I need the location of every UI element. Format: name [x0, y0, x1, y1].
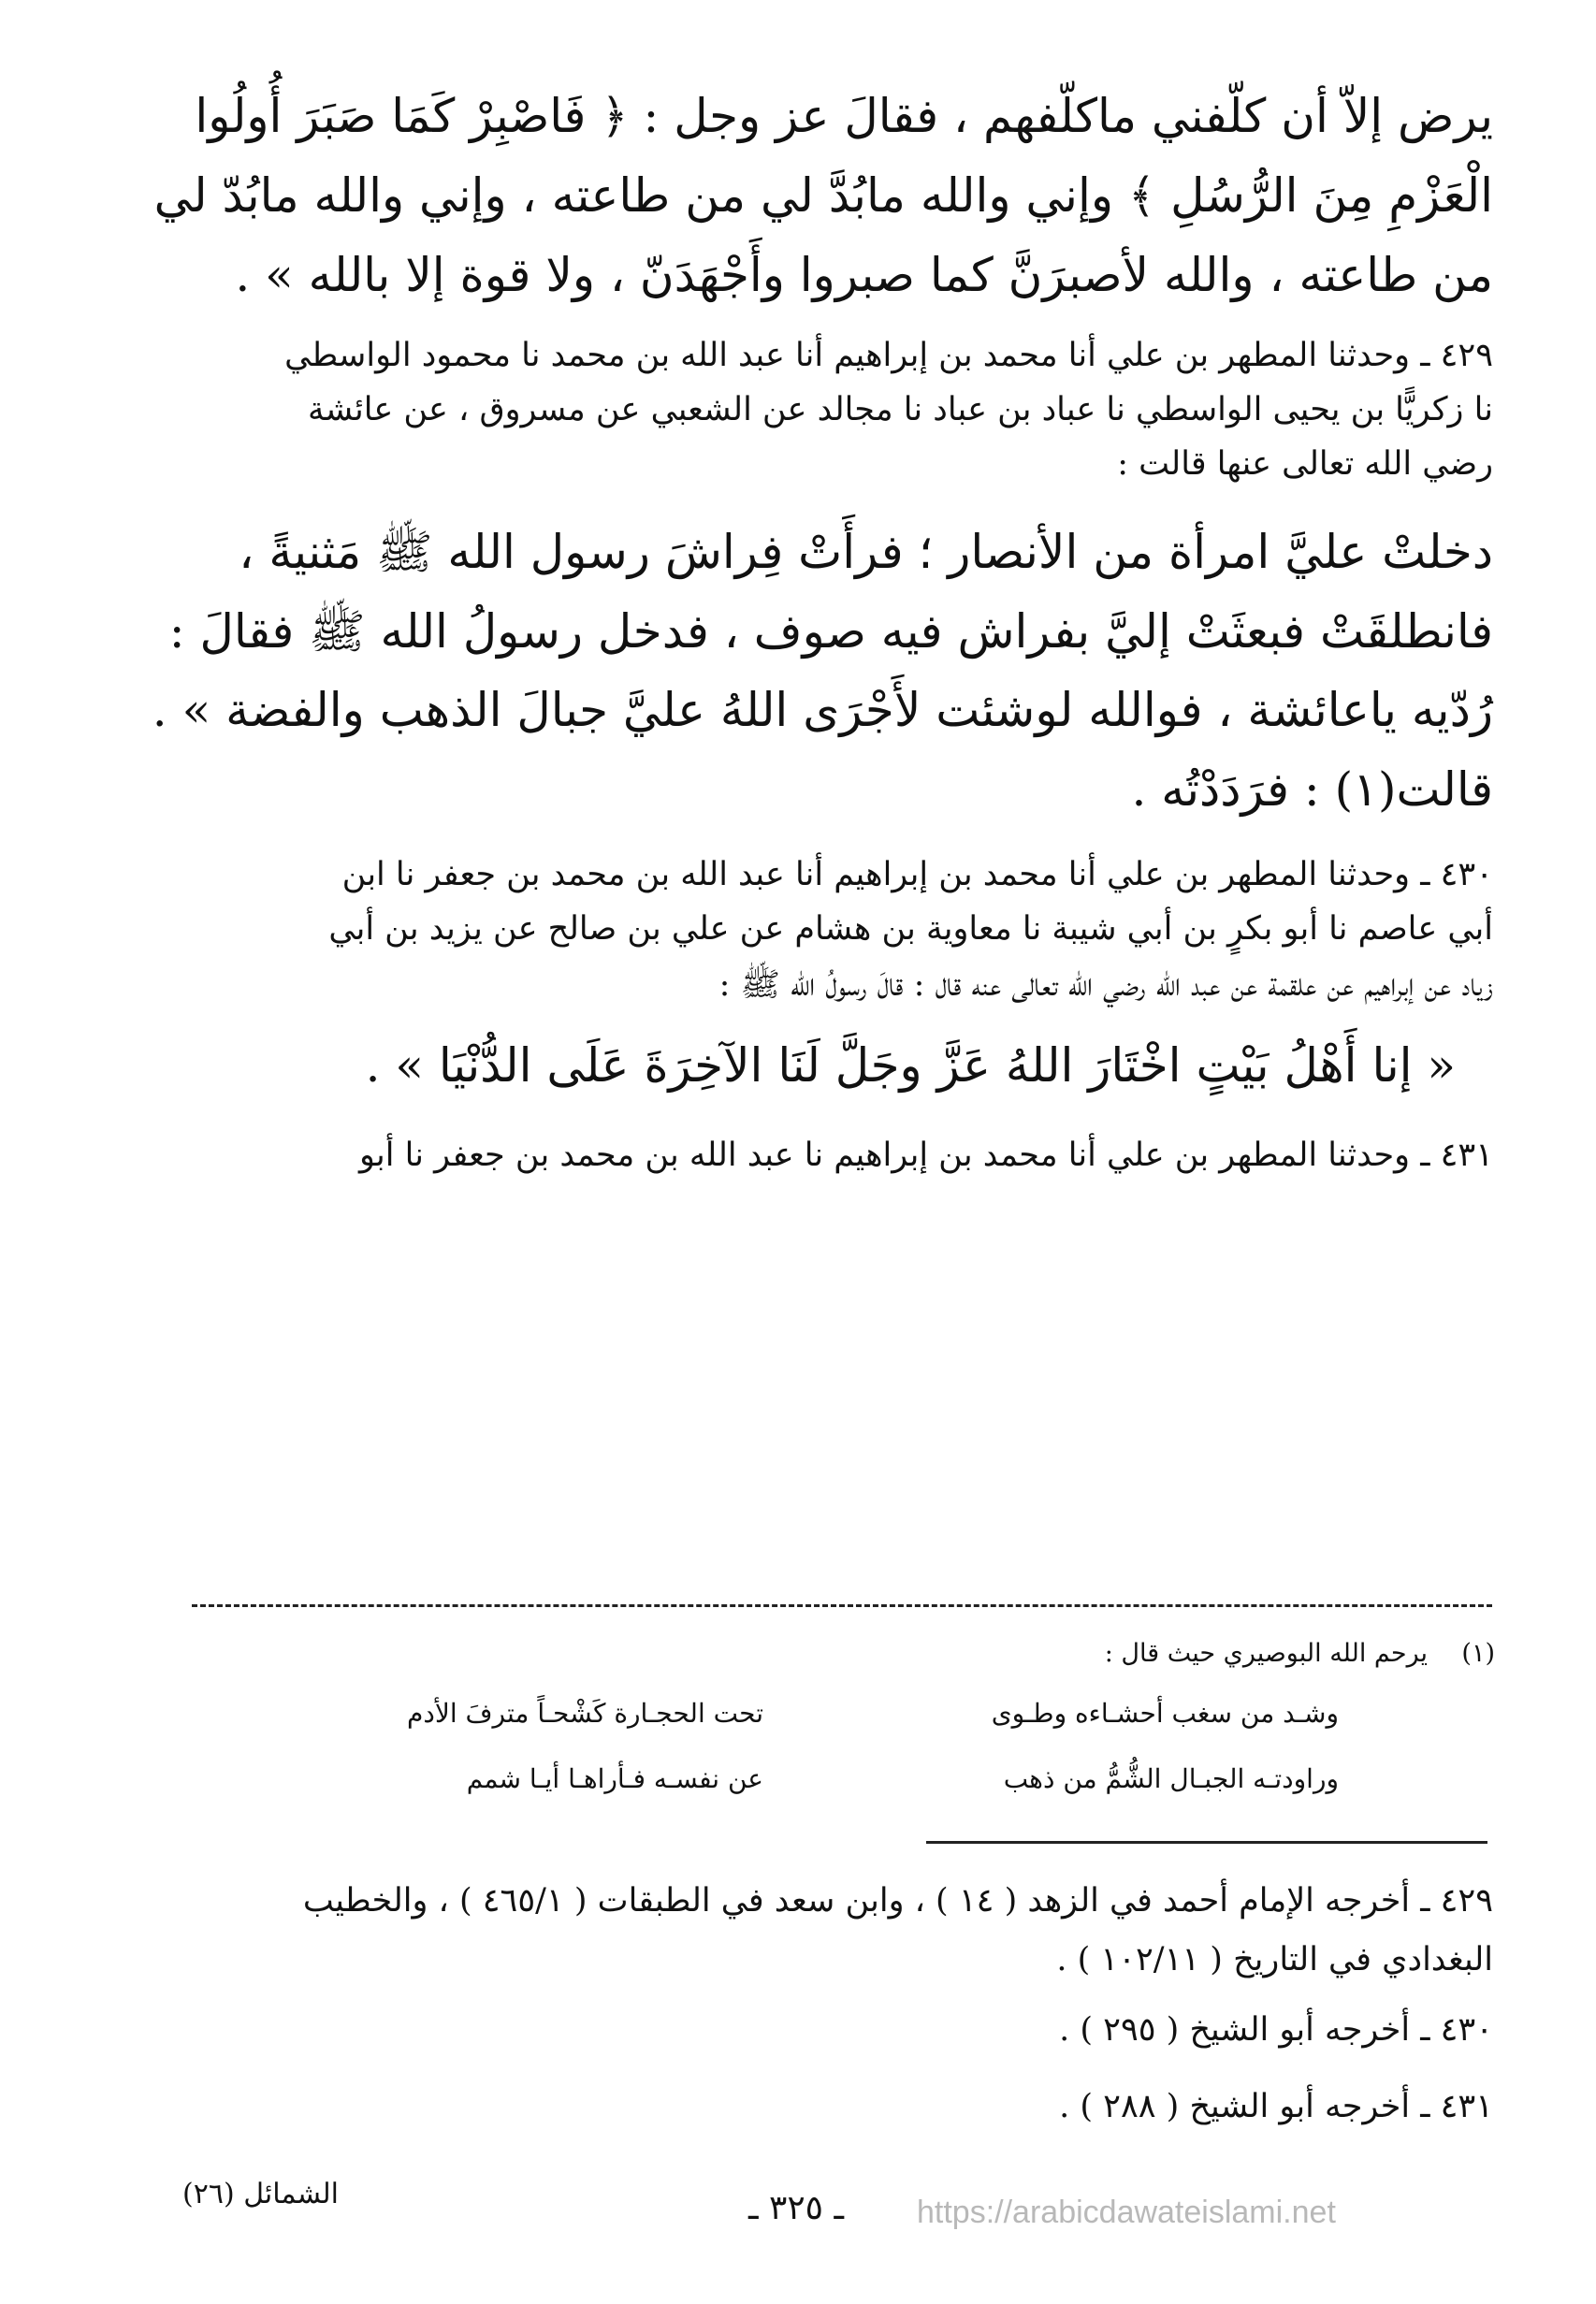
page-number: ـ ٣٢٥ ـ — [748, 2189, 845, 2227]
takhrij-line: ٤٣٠ ـ أخرجه أبو الشيخ ( ٢٩٥ ) . — [1059, 2011, 1493, 2049]
isnad-line: رضي الله تعالى عنها قالت : — [1117, 445, 1493, 483]
matn-line: فانطلقَتْ فبعثَتْ إليَّ بفراش فيه صوف ، فدخل رسولُ الله ﷺ فقالَ : — [168, 604, 1493, 659]
book-signature: الشمائل (٢٦) — [182, 2178, 339, 2210]
matn-line: قالت(١) : فرَدَدْتُه . — [1131, 762, 1493, 817]
takhrij-separator — [926, 1841, 1487, 1844]
isnad-line: ٤٣١ ـ وحدثنا المطهر بن علي أنا محمد بن إبراهيم نا عبد الله بن محمد بن جعفر نا أبو — [358, 1137, 1493, 1174]
takhrij-line: البغدادي في التاريخ ( ١٠٢/١١ ) . — [1056, 1941, 1493, 1978]
isnad-line: أبي عاصم نا أبو بكرٍ بن أبي شيبة نا معاوية بن هشام عن علي بن صالح عن يزيد بن أبي — [328, 910, 1493, 948]
footnote-marker: (١) — [1461, 1639, 1495, 1668]
matn-line: الْعَزْمِ مِنَ الرُّسُلِ ﴾ وإني والله مابُدَّ لي من طاعته ، وإني والله مابُدّ لي — [153, 168, 1493, 223]
verse-hemistich: تحت الحجـارة كَشْحـاً مترفَ الأدم — [407, 1698, 763, 1729]
takhrij-line: ٤٢٩ ـ أخرجه الإمام أحمد في الزهد ( ١٤ ) ، وابن سعد في الطبقات ( ٤٦٥/١ ) ، والخطيب — [302, 1882, 1493, 1920]
matn-line: دخلتْ عليَّ امرأة من الأنصار ؛ فرأَتْ فِراشَ رسول الله ﷺ مَثنيةً ، — [239, 525, 1493, 579]
matn-line: يرض إلاّ أن كلّفني ماكلّفهم ، فقالَ عز وجل : ﴿ فَاصْبِرْ كَمَا صَبَرَ أُولُوا — [195, 89, 1493, 143]
watermark-url: https://arabicdawateislami.net — [917, 2195, 1336, 2230]
footnote-separator — [192, 1604, 1492, 1607]
isnad-line: ٤٣٠ ـ وحدثنا المطهر بن علي أنا محمد بن إبراهيم أنا عبد الله بن محمد بن جعفر نا ابن — [341, 856, 1493, 893]
isnad-line: نا زكريًّا بن يحيى الواسطي نا عباد بن عباد نا مجالد عن الشعبي عن مسروق ، عن عائشة — [307, 391, 1493, 428]
matn-line: من طاعته ، والله لأصبرَنَّ كما صبروا وأَجْهَدَنّ ، ولا قوة إلا بالله » . — [235, 248, 1493, 302]
footnote-text: يرحم الله البوصيري حيث قال : — [1104, 1639, 1428, 1668]
isnad-line: زياد عن إبراهيم عن علقمة عن عبد الله رضي الله تعالى عنه قال : قالَ رسولُ الله ﷺ : — [718, 966, 1493, 1004]
matn-line: رُدّيه ياعائشة ، فوالله لوشئت لأَجْرَى اللهُ عليَّ جبالَ الذهب والفضة » . — [152, 683, 1493, 737]
takhrij-line: ٤٣١ ـ أخرجه أبو الشيخ ( ٢٨٨ ) . — [1059, 2088, 1493, 2125]
isnad-line: ٤٢٩ ـ وحدثنا المطهر بن علي أنا محمد بن إبراهيم أنا عبد الله بن محمد نا محمود الواسطي — [284, 337, 1493, 374]
matn-line: « إنا أَهْلُ بَيْتٍ اخْتَارَ اللهُ عَزَّ وجَلَّ لَنَا الآخِرَةَ عَلَى الدُّنْيَا » . — [365, 1038, 1456, 1093]
verse-hemistich: وشـد من سغب أحشـاءه وطـوى — [991, 1698, 1339, 1729]
verse-hemistich: عن نفسـه فـأراهـا أيـا شمم — [466, 1763, 763, 1794]
verse-hemistich: وراودتـه الجبـال الشُّمُّ من ذهب — [1003, 1763, 1339, 1794]
